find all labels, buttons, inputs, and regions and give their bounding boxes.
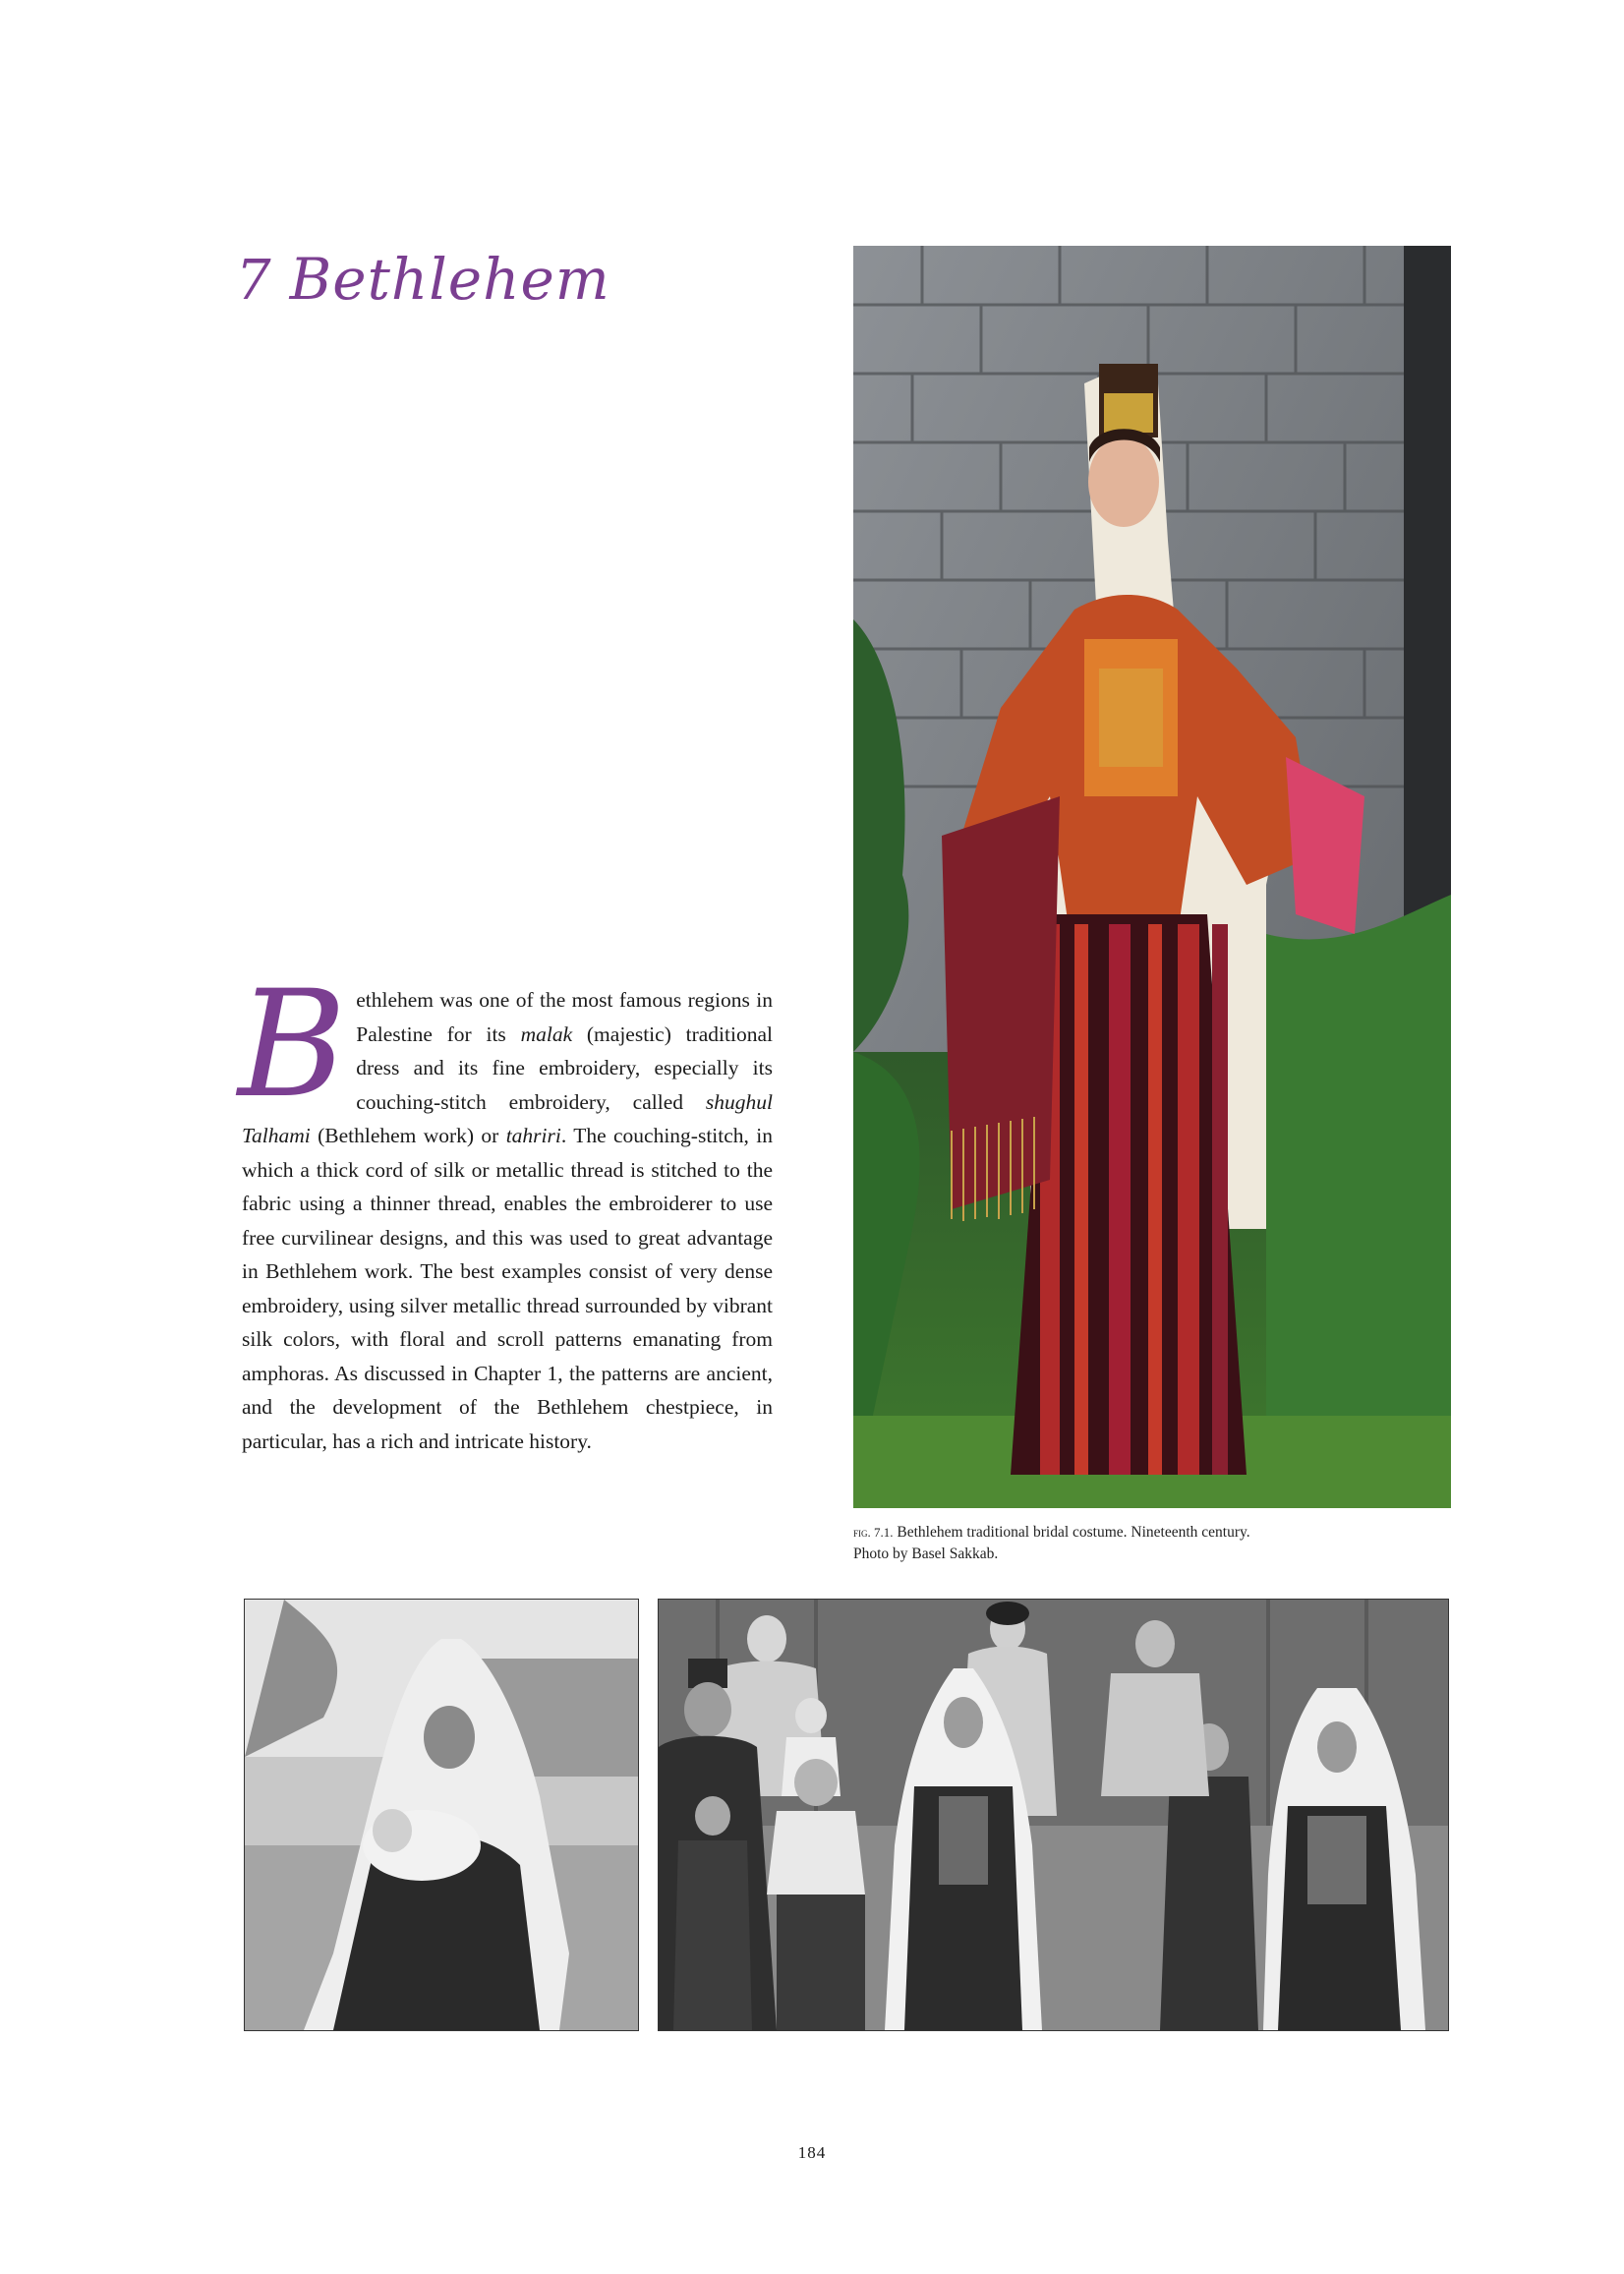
term-tahriri: tahriri [505,1124,561,1147]
body-text-segment: ethlehem was one of the most famous regions in Palestine for its [356,988,773,1046]
page-number: 184 [797,2143,827,2162]
mother-with-baby-photo [244,1599,639,2031]
term-shughul-talhami: shughul Talhami [242,1089,773,1147]
figure-label: fig. 7.1. [853,1525,894,1540]
family-group-photo [658,1599,1449,2031]
body-text-segment: (Bethlehem work) or [310,1124,506,1147]
chapter-number: 7 [236,249,272,313]
drop-cap: B [238,960,347,1131]
chapter-title: Bethlehem [289,246,610,313]
body-text-segment: . The couching-stitch, in which a thick cord of silk or metallic thread is stitched to the fabric using a thinner thread, enables the embroiderer to use free curvilinear designs, and this was used to great advantage in Bethlehem work. The best examples consist of very dense embroidery, using silver metallic thread surrounded by vibrant silk colors, with floral and scroll patterns emanating from amphoras. As discussed in Chapter 1, the patterns are ancient, and the development of the Bethlehem chestpiece, in particular, has a rich and intricate history. [242,1124,773,1453]
body-text-segment: (majestic) traditional dress and its fine embroidery, especially its couching-stitch embroidery, called [356,1021,773,1114]
chapter-heading [236,246,610,313]
term-malak: malak [520,1021,573,1046]
photo-credit: Photo by Basel Sakkab. [853,1545,999,1562]
bridal-costume-photo [853,246,1451,1508]
body-paragraph [238,960,773,1458]
caption-text: Bethlehem traditional bridal costume. Nineteenth century. [893,1524,1250,1541]
figure-caption [853,1522,1451,1565]
